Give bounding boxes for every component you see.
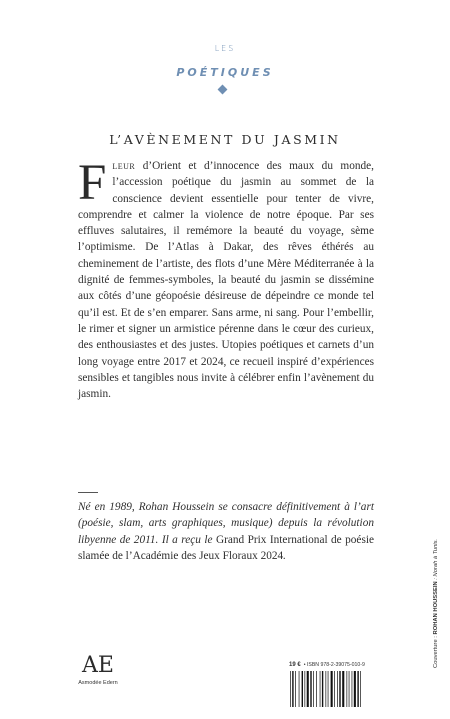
blurb-dropcap: F (78, 155, 107, 211)
book-title: L’AVÈNEMENT DU JASMIN (109, 132, 341, 147)
separator (78, 492, 98, 493)
barcode (289, 671, 363, 707)
blurb-lead: leur (112, 160, 136, 172)
credit-label: Couverture : (433, 634, 439, 668)
series-diamond-icon (218, 85, 228, 95)
price-isbn (289, 662, 365, 668)
credit-author: ROHAN HOUSSEIN (433, 581, 439, 635)
bio-part2: . (283, 549, 286, 562)
publisher-logo (76, 654, 120, 686)
bio-award: Grand Prix International de poésie slamée de l’Académie des Jeux Floraux 2024 (78, 533, 374, 562)
series-prefix: LES (214, 44, 236, 53)
publisher-name: Asmodée Edern (78, 680, 118, 686)
blurb-text: d’Orient et d’innocence des maux du monde, l’accession poétique du jasmin au sommet de la conscience devient essentielle pour tenter de vivre, comprendre et calmer la violence de notre époque. Par ses effluves salutaires, il remémore la beauté du voyage, sème l’optimisme. De l’Atlas à Dakar, des rêves éthérés au cheminement de l’artiste, des flots d’une Mère Méditerranée à la dignité de femmes-symboles, la beauté du jasmin se dissémine aux côtés d’une géopoésie désireuse de dépeindre ce monde tel qu’il est. Et de s’en emparer. Sans arme, ni sang. Pour l’embellir, le rimer et signer un armistice pérenne dans le cœur des curieux, des enthousiastes et des justes. Utopies poétiques et carnets d’un long voyage entre 2017 et 2024, ce recueil inspiré d’expériences sensibles et tangibles nous invite à célébrer enfin l’avènement du jasmin. (78, 160, 374, 401)
author-bio (78, 499, 374, 564)
price: 19 € (289, 662, 301, 668)
credit-work: : Norah à Tunis. (433, 538, 439, 582)
blurb (78, 155, 374, 402)
publisher-mark: AE (82, 653, 114, 678)
isbn: • ISBN 978-2-39075-010-9 (303, 662, 365, 668)
bio-part1: Né en 1989, Rohan Houssein se consacre définitivement à l’art (poésie, slam, arts graphiques, musique) depuis la révolution libyenne de 2011. Il a reçu le (78, 501, 374, 546)
cover-credit (433, 539, 439, 668)
series-name: POÉTIQUES (176, 66, 274, 79)
